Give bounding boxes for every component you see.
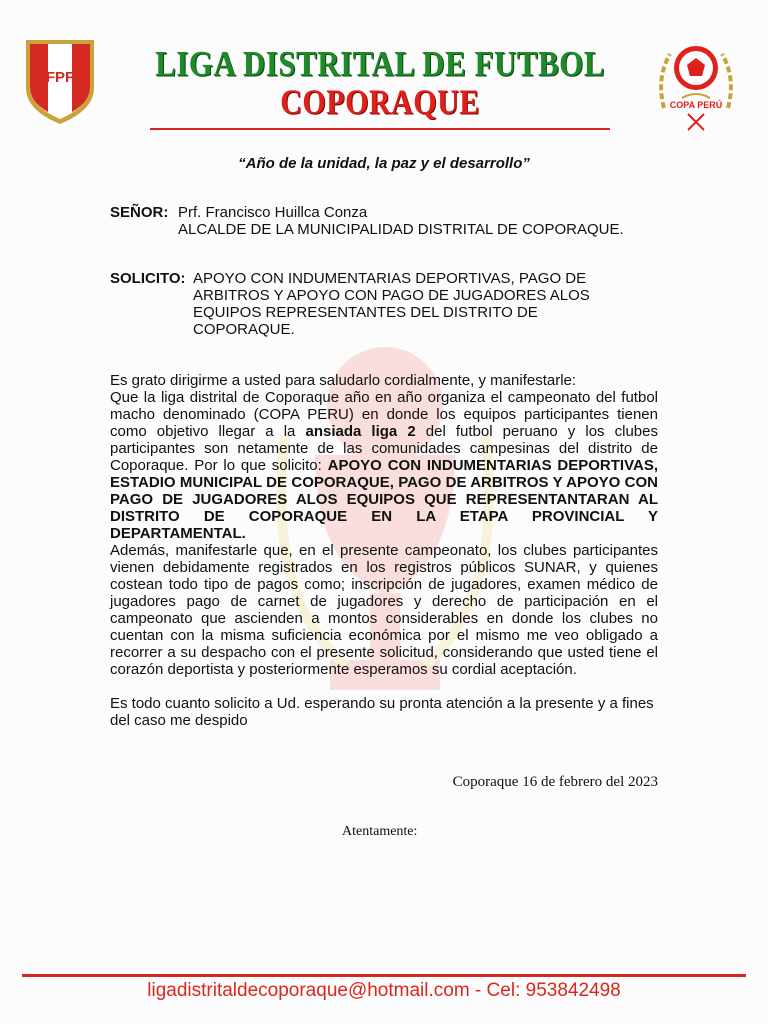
paragraph-1-bold-a: ansiada liga 2 [305,423,416,440]
league-subtitle: COPORAQUE [280,83,480,122]
footer-phone: - Cel: 953842498 [469,980,621,1001]
paragraph-2: Además, manifestarle que, en el presente campeonato, los clubes participantes vienen debidamente registrados en los registros públicos SUNAR, y quienes costean todo tipo de pagos como; inscripción de jugadores, examen médico de jugadores pago de carnet de jugadores y derecho de participación en el campeonato que ascienden a montos considerables en donde los clubes no cuentan con la misma suficiencia económica por el mismo me veo obligado a recorrer a su despacho con el presente solicitud, considerando que usted tiene el corazón deportista y posteriormente esperamos su cordial aceptación. [110,542,658,678]
league-title: LIGA DISTRITAL DE FUTBOL [155,43,605,84]
greeting-paragraph: Es grato dirigirme a usted para saludarlo cordialmente, y manifestarle: [110,372,577,389]
footer-email: ligadistritaldecoporaque@hotmail.com [147,980,470,1001]
request-text: APOYO CON INDUMENTARIAS DEPORTIVAS, PAGO DE ARBITROS Y APOYO CON PAGO DE JUGADORES ALOS EQUIPOS REPRESENTANTES DEL DISTRITO DE COPORAQUE. [193,270,590,338]
addressee-title: ALCALDE DE LA MUNICIPALIDAD DISTRITAL DE COPORAQUE. [178,221,624,238]
paragraph-gap [110,678,658,695]
request-label: SOLICITO: [110,270,186,287]
fpf-shield-logo [22,36,98,126]
addressee-label: SEÑOR: [110,204,169,221]
paragraph-1 [110,389,658,542]
letter-body [110,372,658,729]
paragraph-1-bold-b: APOYO CON INDUMENTARIAS DEPORTIVAS, ESTADIO MUNICIPAL DE COPORAQUE, PAGO DE ARBITROS Y APOYO CON PAGO DE JUGADORES ALOS EQUIPOS QUE REPRESENTANTARAN AL DISTRITO DE COPORAQUE EN LA ETAPA PROVINCIAL Y DEPARTAMENTAL. [110,457,658,542]
footer-contact [0,980,768,1002]
header-divider [150,128,610,130]
year-motto: “Año de la unidad, la paz y el desarrollo” [238,155,530,172]
addressee-name: Prf. Francisco Huillca Conza [178,204,368,221]
copa-peru-logo [652,38,740,134]
copa-logo-lettering: COPA PERÚ [669,100,723,110]
fpf-logo-lettering: FPF [45,69,75,86]
paragraph-1-text-b: del futbol peruano y los clubes participantes son netamente de las comunidades campesinas del distrito de Coporaque. Por lo que solicito: [110,423,658,474]
footer-divider [22,974,746,977]
paragraph-1-text-a: Que la liga distrital de Coporaque año en año organiza el campeonato del futbol macho denominado (COPA PERU) en donde los equipos participantes tienen como objetivo llegar a la [110,389,658,440]
letter-date: Coporaque 16 de febrero del 2023 [452,774,658,790]
closing-salutation: Atentamente: [342,824,418,839]
paragraph-3: Es todo cuanto solicito a Ud. esperando su pronta atención a la presente y a fines del caso me despido [110,695,654,729]
